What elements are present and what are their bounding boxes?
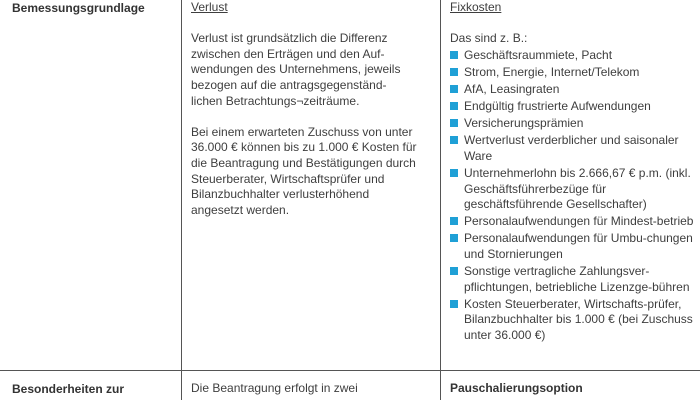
bullet-square-icon bbox=[450, 300, 458, 308]
column-divider-1 bbox=[181, 0, 182, 400]
fixkosten-heading: Fixkosten bbox=[450, 0, 502, 14]
bullet-square-icon bbox=[450, 51, 458, 59]
bullet-square-icon bbox=[450, 68, 458, 76]
list-item: Unternehmerlohn bis 2.666,67 € p.m. (inkl. Geschäftsführerbezüge für geschäftsführende Gesellschafter) bbox=[450, 166, 695, 213]
list-item: Endgültig frustrierte Aufwendungen bbox=[450, 99, 695, 115]
row-title-besonderheiten: Besonderheiten zur bbox=[12, 382, 125, 396]
list-item: Geschäftsraummiete, Pacht bbox=[450, 48, 695, 64]
bullet-square-icon bbox=[450, 234, 458, 242]
fixkosten-cell bbox=[450, 0, 695, 345]
bullet-square-icon bbox=[450, 267, 458, 275]
bullet-square-icon bbox=[450, 136, 458, 144]
column-divider-2 bbox=[440, 0, 441, 400]
bullet-square-icon bbox=[450, 119, 458, 127]
verlust-cell bbox=[191, 0, 417, 234]
list-item: Personalaufwendungen für Umbu-chungen und Stornierungen bbox=[450, 231, 695, 262]
list-item: Kosten Steuerberater, Wirtschafts-prüfer, Bilanzbuchhalter bis 1.000 € (bei Zuschuss unter 36.000 €) bbox=[450, 297, 695, 344]
list-item: AfA, Leasingraten bbox=[450, 82, 695, 98]
list-item: Versicherungsprämien bbox=[450, 116, 695, 132]
fixkosten-intro: Das sind z. B.: bbox=[450, 31, 528, 46]
verlust-paragraph-2: Bei einem erwarteten Zuschuss von unter 36.000 € können bis zu 1.000 € Kosten für die Beantragung und Bestätigungen durch Steuerberater, Wirtschaftsprüfer und Bilanzbuchhalter verlusterhöhend angesetzt werden. bbox=[191, 124, 417, 217]
verlust-heading: Verlust bbox=[191, 0, 228, 14]
row2-col2-text: Die Beantragung erfolgt in zwei bbox=[191, 381, 358, 395]
bullet-square-icon bbox=[450, 85, 458, 93]
pauschalierungsoption-heading: Pauschalierungsoption bbox=[450, 381, 583, 395]
bullet-square-icon bbox=[450, 169, 458, 177]
list-item: Strom, Energie, Internet/Telekom bbox=[450, 65, 695, 81]
verlust-paragraph-1: Verlust ist grundsätzlich die Differenz zwischen den Erträgen und den Auf-wendungen des Unternehmens, jeweils bezogen auf die antragsgegenständ-lichen Betrachtungs¬zeiträume. bbox=[191, 31, 401, 108]
list-item: Sonstige vertragliche Zahlungsver-pflichtungen, betriebliche Lizenzge-bühren bbox=[450, 264, 695, 295]
list-item: Personalaufwendungen für Mindest-betrieb bbox=[450, 214, 695, 230]
row-divider bbox=[0, 370, 700, 371]
fixkosten-list bbox=[450, 48, 695, 344]
row-title-bemessungsgrundlage: Bemessungsgrundlage bbox=[12, 1, 145, 15]
list-item: Wertverlust verderblicher und saisonaler Ware bbox=[450, 133, 695, 164]
bullet-square-icon bbox=[450, 217, 458, 225]
bullet-square-icon bbox=[450, 102, 458, 110]
